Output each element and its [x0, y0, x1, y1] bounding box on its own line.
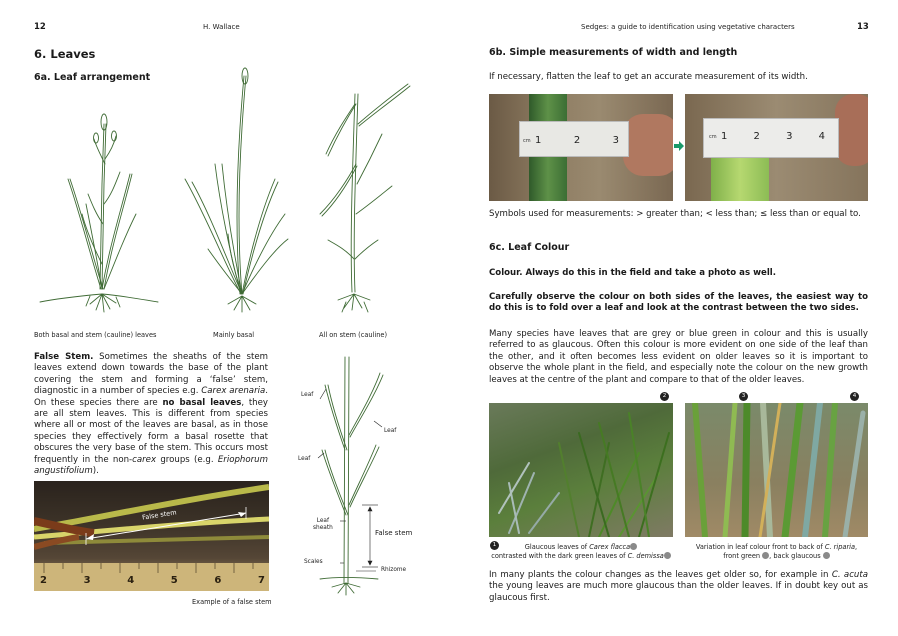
caption-basal-and-stem: Both basal and stem (cauline) leaves	[34, 331, 157, 339]
plant-mainly-basal-icon	[185, 68, 288, 312]
right-page-number: 13	[857, 22, 869, 32]
ruler-number: 3	[83, 575, 91, 586]
ruler-number: 2	[40, 575, 47, 586]
false-stem-ruler	[40, 575, 265, 586]
subsection-title-leaf-arrangement: 6a. Leaf arrangement	[34, 72, 151, 83]
diagram-label-leaf-mid: Leaf	[298, 456, 311, 462]
closing-paragraph: In many plants the colour changes as the leaves get older so, for example in C. acuta the young leaves are much more glaucous than the older leaves. If in doubt key out as glaucous first.	[489, 570, 868, 603]
diagram-label-leaf-right: Leaf	[384, 428, 397, 434]
plant-basal-and-stem-icon	[40, 114, 158, 312]
badge-number-icon: 3	[739, 392, 748, 401]
false-stem-photo-label: False stem	[141, 508, 178, 522]
section-6c-title: 6c. Leaf Colour	[489, 242, 570, 253]
ruler-number: 7	[257, 575, 265, 586]
measure-photo-2	[685, 94, 868, 201]
riparia-photo	[685, 403, 868, 537]
ruler-cm-label: cm	[709, 134, 717, 140]
measure-ruler-2: 1 2 3 4	[721, 131, 825, 142]
caption-mainly-basal: Mainly basal	[213, 331, 255, 339]
leaf-arrangement-illustration	[30, 64, 440, 324]
left-page-number: 12	[34, 22, 46, 32]
diagram-label-leaf-top: Leaf	[301, 392, 314, 398]
ruler-cm-label: cm	[523, 138, 531, 144]
plant-all-on-stem-icon	[320, 84, 410, 312]
glaucous-photo	[489, 403, 673, 537]
diagram-label-leaf-sheath: Leaf sheath	[313, 518, 333, 531]
badge-number-icon: 2	[660, 392, 669, 401]
ruler-number: 4	[127, 575, 135, 586]
ruler-number: 6	[214, 575, 222, 586]
riparia-photo-caption: Variation in leaf colour front to back of C. riparia, front green , back glaucous	[695, 543, 858, 560]
colour-bold-1: Colour. Always do this in the field and take a photo as well.	[489, 268, 777, 278]
colour-bold-2: Carefully observe the colour on both sides of the leaves, the easiest way to do this is to fold over a leaf and look at the contrast between the two sides.	[489, 292, 868, 314]
section-title-leaves: 6. Leaves	[34, 47, 96, 61]
colour-dot-icon	[762, 552, 769, 559]
false-stem-photo	[34, 481, 269, 591]
right-running-head: Sedges: a guide to identification using vegetative characters	[581, 23, 795, 31]
badge-number-icon: 4	[850, 392, 859, 401]
left-running-head: H. Wallace	[203, 23, 240, 31]
symbols-text: Symbols used for measurements: > greater than; < less than; ≤ less than or equal to.	[489, 209, 861, 219]
diagram-label-scales: Scales	[304, 559, 323, 565]
caption-all-on-stem: All on stem (cauline)	[319, 331, 388, 339]
diagram-label-false-stem: False stem	[375, 529, 413, 537]
measure-photo-1	[489, 94, 673, 201]
colour-dot-icon	[630, 543, 637, 550]
section-6b-text: If necessary, flatten the leaf to get an accurate measurement of its width.	[489, 72, 808, 82]
false-stem-paragraph: False Stem. Sometimes the sheaths of the stem leaves extend down towards the base of the plant covering the stem and forming a ‘false’ stem, diagnostic in a number of species e.g. Carex arenaria. On these species there are no basal leaves, they are all stem leaves. This is different from species where all or most of the leaves are basal, as in those species they effectively form a basal rosette that obscures the very base of the stem. This occurs most frequently in the non-carex groups (e.g. Eriophorum angustifolium).	[34, 352, 269, 477]
arrow-right-icon	[673, 140, 685, 152]
colour-paragraph: Many species have leaves that are grey or blue green in colour and this is usually referred to as glaucous. Often this colour is more evident on one side of the leaf than the other, and it often becomes less evident on older leaves so it is important to observe the whole plant in the field, and especially note the colour on the new growth leaves at the centre of the plant and compare to that of the older leaves.	[489, 329, 868, 385]
section-6b-title: 6b. Simple measurements of width and length	[489, 47, 738, 58]
diagram-label-rhizome: Rhizome	[381, 567, 407, 573]
glaucous-photo-caption: Glaucous leaves of Carex flacca contrasted with the dark green leaves of C. demissa	[489, 543, 673, 561]
colour-dot-icon	[664, 552, 671, 559]
false-stem-photo-caption: Example of a false stem	[192, 598, 272, 606]
badge-number-icon: 1	[490, 541, 499, 550]
measure-ruler-1: 1 2 3	[535, 135, 619, 146]
colour-dot-icon	[823, 552, 830, 559]
ruler-number: 5	[170, 575, 178, 586]
